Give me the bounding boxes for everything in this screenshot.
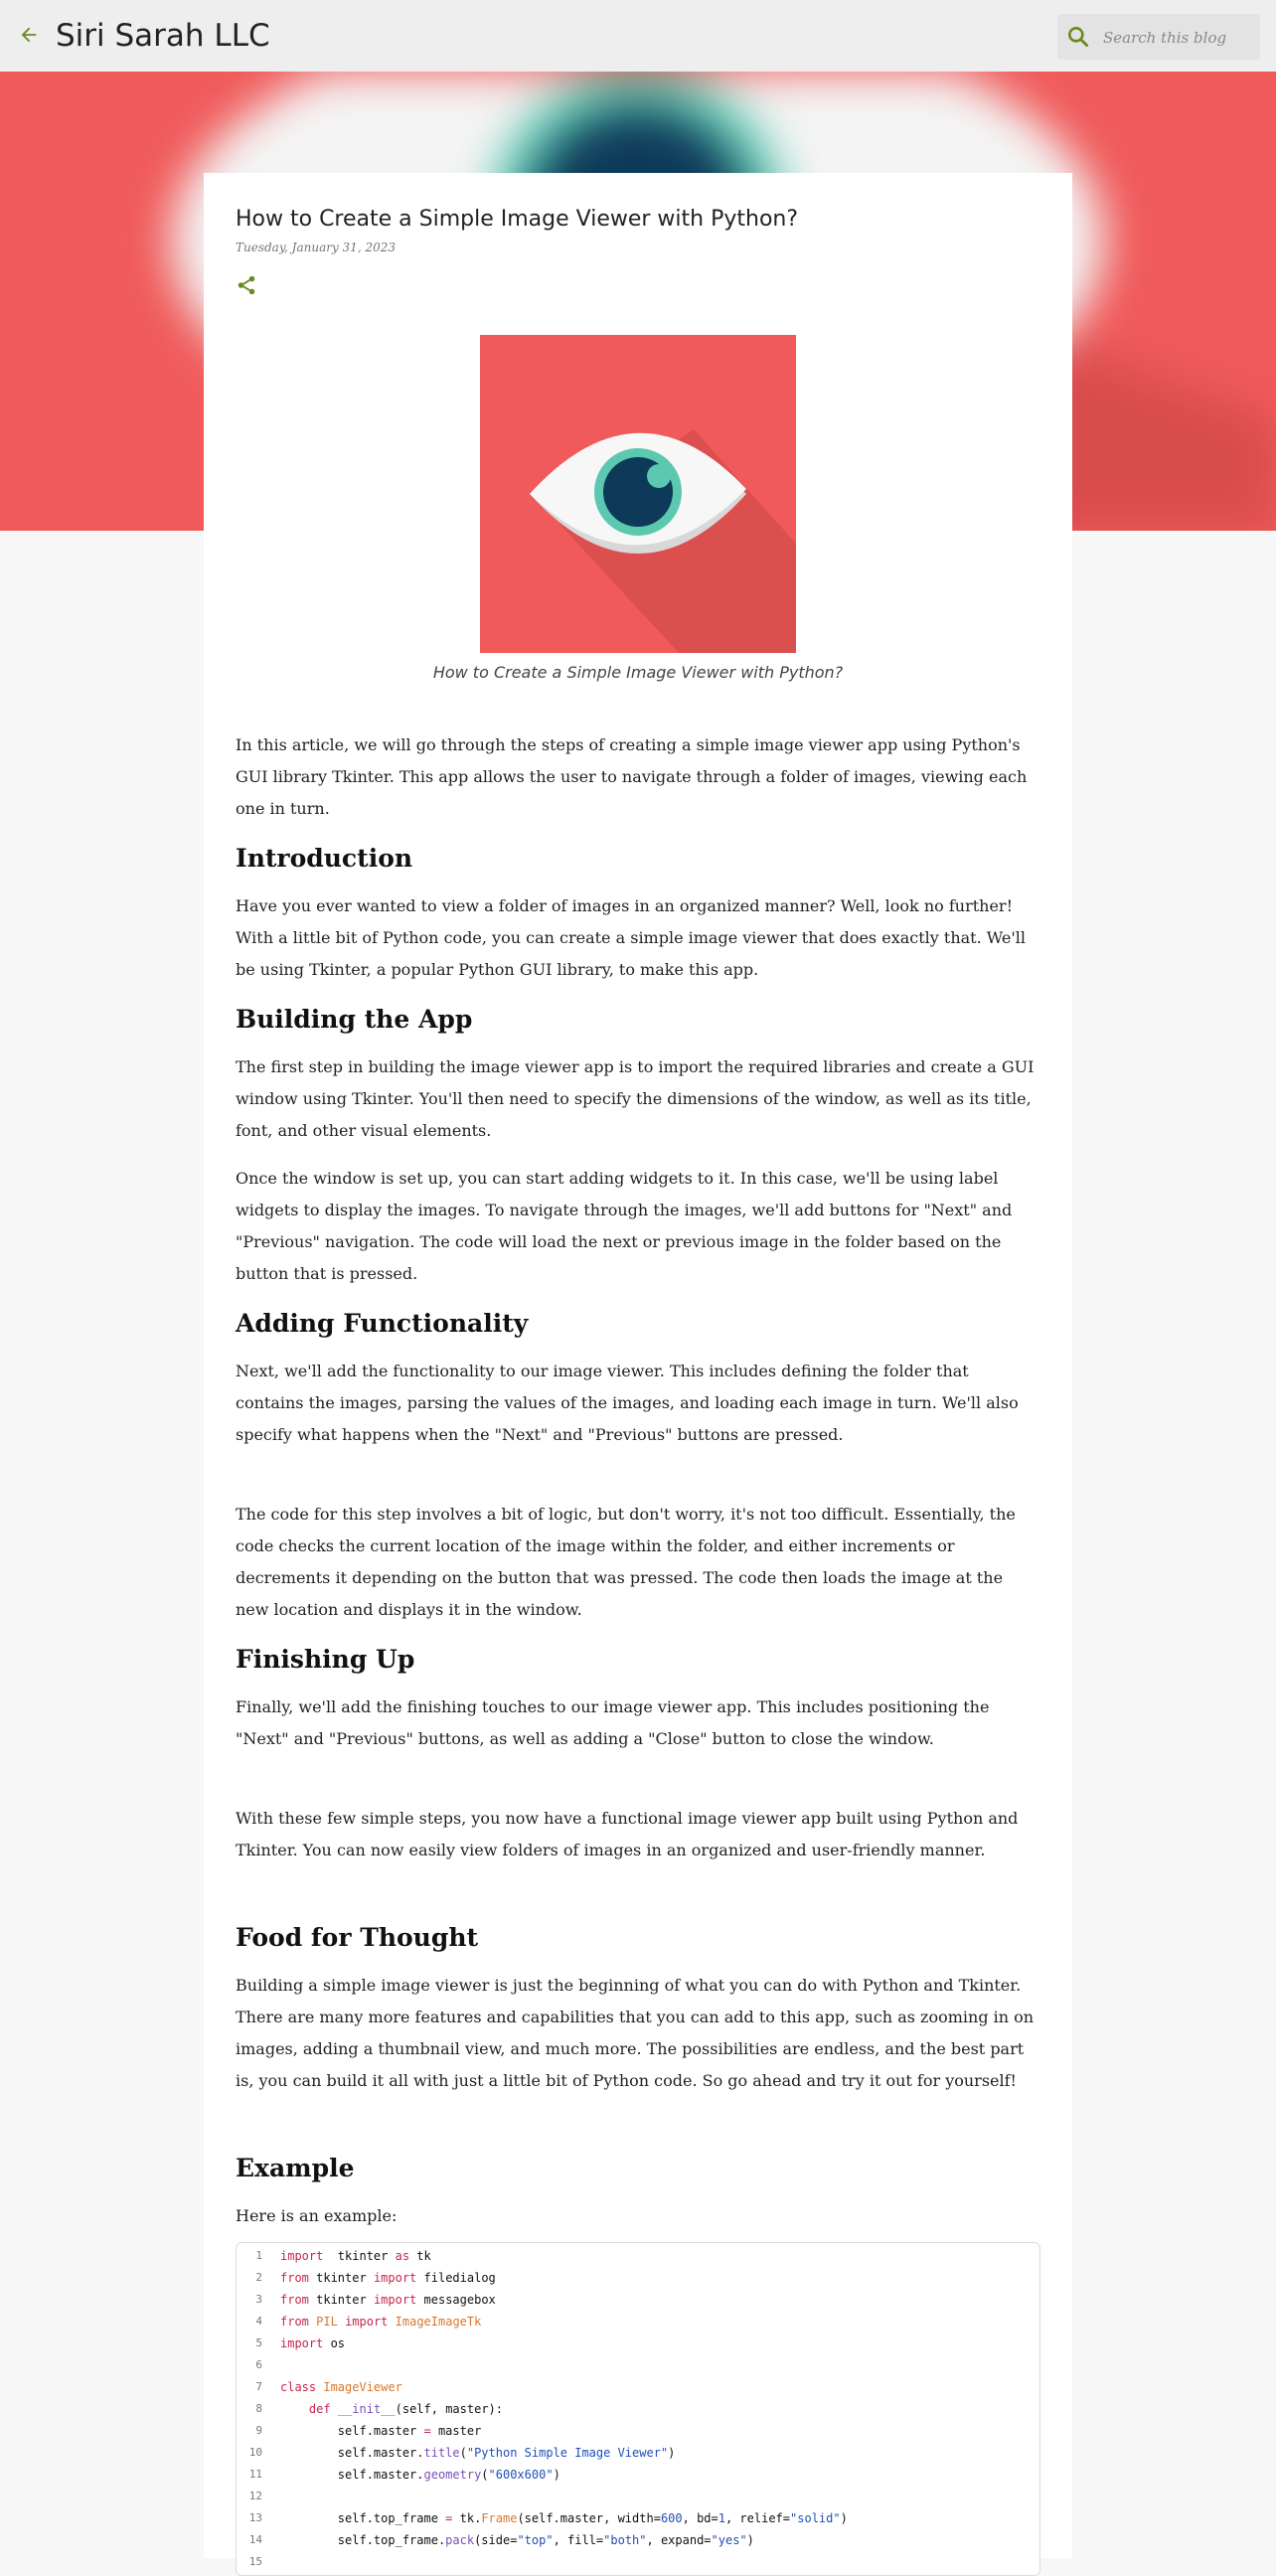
code-token: = [423,2424,431,2438]
code-token: self.master [280,2424,424,2438]
example-intro: Here is an example: [236,2206,398,2225]
intro-paragraph: In this article, we will go through the steps of creating a simple image viewer app using Python's GUI library Tkinter. This app allows the user to navigate through a folder of images, viewing each one in turn. [236,735,1028,818]
post-body [236,729,1040,2576]
code-token: , relief= [724,2511,791,2525]
code-token: as [395,2249,410,2263]
code-text [280,2529,754,2551]
code-token: pack [445,2533,475,2547]
code-line [237,2289,1039,2311]
search-box[interactable] [1057,14,1260,60]
post-title: How to Create a Simple Image Viewer with Python? [236,207,799,232]
line-number: 12 [248,2490,262,2502]
code-token: Frame [481,2511,518,2525]
code-token: __init__ [337,2402,396,2416]
code-token: self.master. [280,2446,424,2460]
line-number: 15 [248,2555,262,2568]
code-token: master [430,2424,482,2438]
code-token [280,2402,309,2416]
code-token: import [373,2271,417,2285]
code-line [237,2267,1039,2289]
code-token [331,2402,338,2416]
spacer [236,1771,1040,1803]
code-token: (self.master, width= [517,2511,661,2525]
search-input[interactable] [1101,24,1254,52]
adding-paragraph-1: Next, we'll add the functionality to our image viewer. This includes defining the folder that contains the images, parsing the values of the images, and loading each image in turn. We'll also specify what happens when the "Next" and "Previous" buttons are pressed. [236,1362,1019,1444]
share-button[interactable] [236,274,259,298]
code-token: tk. [452,2511,482,2525]
heading-building-the-app: Building the App [236,1005,473,1034]
code-text [280,2245,431,2267]
code-token: self.top_frame [280,2511,446,2525]
code-line [237,2333,1039,2354]
line-number: 3 [255,2293,262,2306]
code-token: = [445,2511,453,2525]
post-date: Tuesday, January 31, 2023 [236,241,396,254]
code-token: (self, master): [395,2402,503,2416]
line-number: 5 [255,2336,262,2349]
line-number: 14 [248,2533,262,2546]
code-token: class [280,2380,317,2394]
code-token: "Python Simple Image Viewer" [466,2446,669,2460]
code-line [237,2245,1039,2267]
spacer [236,1467,1040,1499]
code-block[interactable] [236,2242,1040,2576]
code-token: , fill= [553,2533,604,2547]
arrow-left-icon [18,24,40,46]
line-number: 13 [248,2511,262,2524]
code-token: import [280,2249,324,2263]
code-token [388,2315,395,2329]
code-token: from [280,2293,309,2307]
code-line [237,2398,1039,2420]
code-token: , bd= [682,2511,718,2525]
code-token: os [323,2336,346,2350]
code-token: ) [840,2511,848,2525]
code-token: "solid" [790,2511,841,2525]
line-number: 8 [255,2402,262,2415]
line-number: 4 [255,2315,262,2328]
code-text [280,2507,848,2529]
code-token: def [308,2402,331,2416]
featured-image[interactable] [480,335,796,653]
code-token: ( [459,2446,467,2460]
line-number: 10 [248,2446,262,2459]
code-token: , expand= [646,2533,712,2547]
code-text [280,2420,481,2442]
code-text [280,2267,496,2289]
code-token [338,2315,345,2329]
code-token: self.top_frame. [280,2533,446,2547]
search-icon[interactable] [1065,24,1091,50]
code-token: 600 [660,2511,683,2525]
food-paragraph: Building a simple image viewer is just the beginning of what you can do with Python and Tkinter. There are many more features and capabilities that you can add to this app, such as zooming in on images, adding a thumbnail view, and much more. The possibilities are endless, and the best part is, you can build it all with just a little bit of Python code. So go ahead and try it out for yourself! [236,1976,1035,2090]
heading-example: Example [236,2154,355,2182]
code-token: ImageViewer [323,2380,402,2394]
image-caption: How to Create a Simple Image Viewer with Python? [432,663,844,682]
code-token: from [280,2271,309,2285]
heading-finishing-up: Finishing Up [236,1645,415,1674]
code-token: 1 [718,2511,725,2525]
line-number: 2 [255,2271,262,2284]
finishing-paragraph-2: With these few simple steps, you now have a functional image viewer app built using Python and Tkinter. You can now easily view folders of images in an organized and user-friendly manner. [236,1809,1019,1859]
code-token: "both" [603,2533,647,2547]
code-token: ) [746,2533,754,2547]
code-token: self.master. [280,2468,424,2482]
code-token: Image [395,2315,431,2329]
code-token: import [373,2293,417,2307]
code-token: (side= [474,2533,518,2547]
code-line [237,2551,1039,2573]
code-token: PIL [316,2315,338,2329]
code-line [237,2464,1039,2486]
line-number: 1 [255,2249,262,2262]
code-text [280,2376,402,2398]
back-button[interactable] [14,20,44,50]
code-token: import [345,2315,389,2329]
code-token: "top" [517,2533,554,2547]
spacer [236,2113,1040,2151]
adding-paragraph-2: The code for this step involves a bit of logic, but don't worry, it's not too difficult. Essentially, the code checks the current location of the image within the folder, and either increments or decrements it depending on the button that was pressed. The code then loads the image at the new location and displays it in the window. [236,1505,1016,1619]
code-token: ) [553,2468,560,2482]
building-paragraph-2: Once the window is set up, you can start adding widgets to it. In this case, we'll be using label widgets to display the images. To navigate through the images, we'll add buttons for "Next" and "Previous" navigation. The code will load the next or previous image in the folder based on the button that is pressed. [236,1169,1013,1283]
code-line [237,2354,1039,2376]
top-bar [0,0,1276,72]
code-token: ) [668,2446,676,2460]
heading-introduction: Introduction [236,844,413,873]
code-line [237,2486,1039,2507]
blog-title[interactable]: Siri Sarah LLC [56,18,270,54]
heading-adding-functionality: Adding Functionality [236,1309,529,1338]
code-token: import [280,2336,324,2350]
code-text [280,2464,560,2486]
code-line [237,2376,1039,2398]
code-token: tkinter [308,2271,374,2285]
code-text [280,2398,503,2420]
eye-icon [480,335,796,653]
code-token: title [423,2446,460,2460]
post-card [204,173,1072,2568]
code-token: ImageTk [430,2315,482,2329]
code-token: "yes" [711,2533,747,2547]
code-token: messagebox [416,2293,496,2307]
finishing-paragraph-1: Finally, we'll add the finishing touches to our image viewer app. This includes positioning the "Next" and "Previous" buttons, as well as adding a "Close" button to close the window. [236,1697,990,1748]
code-text [280,2311,481,2333]
line-number: 6 [255,2358,262,2371]
code-token: filedialog [416,2271,496,2285]
share-icon [236,274,257,296]
code-line [237,2529,1039,2551]
line-number: 11 [248,2468,262,2481]
building-paragraph-1: The first step in building the image viewer app is to import the required libraries and create a GUI window using Tkinter. You'll then need to specify the dimensions of the window, as well as its title, font, and other visual elements. [236,1057,1035,1140]
code-line [237,2311,1039,2333]
code-line [237,2442,1039,2464]
code-token: "600x600" [488,2468,554,2482]
code-token: geometry [423,2468,482,2482]
code-token: ( [481,2468,489,2482]
code-line [237,2507,1039,2529]
line-number: 9 [255,2424,262,2437]
heading-food-for-thought: Food for Thought [236,1923,479,1952]
spacer [236,1882,1040,1920]
code-line [237,2420,1039,2442]
code-token: tkinter [308,2293,374,2307]
code-token: from [280,2315,309,2329]
code-text [280,2333,345,2354]
code-token: tkinter [323,2249,396,2263]
code-text [280,2442,675,2464]
line-number: 7 [255,2380,262,2393]
code-text [280,2289,496,2311]
introduction-paragraph: Have you ever wanted to view a folder of images in an organized manner? Well, look no further! With a little bit of Python code, you can create a simple image viewer that does exactly that. We'll be using Tkinter, a popular Python GUI library, to make this app. [236,896,1026,979]
code-token: tk [409,2249,431,2263]
